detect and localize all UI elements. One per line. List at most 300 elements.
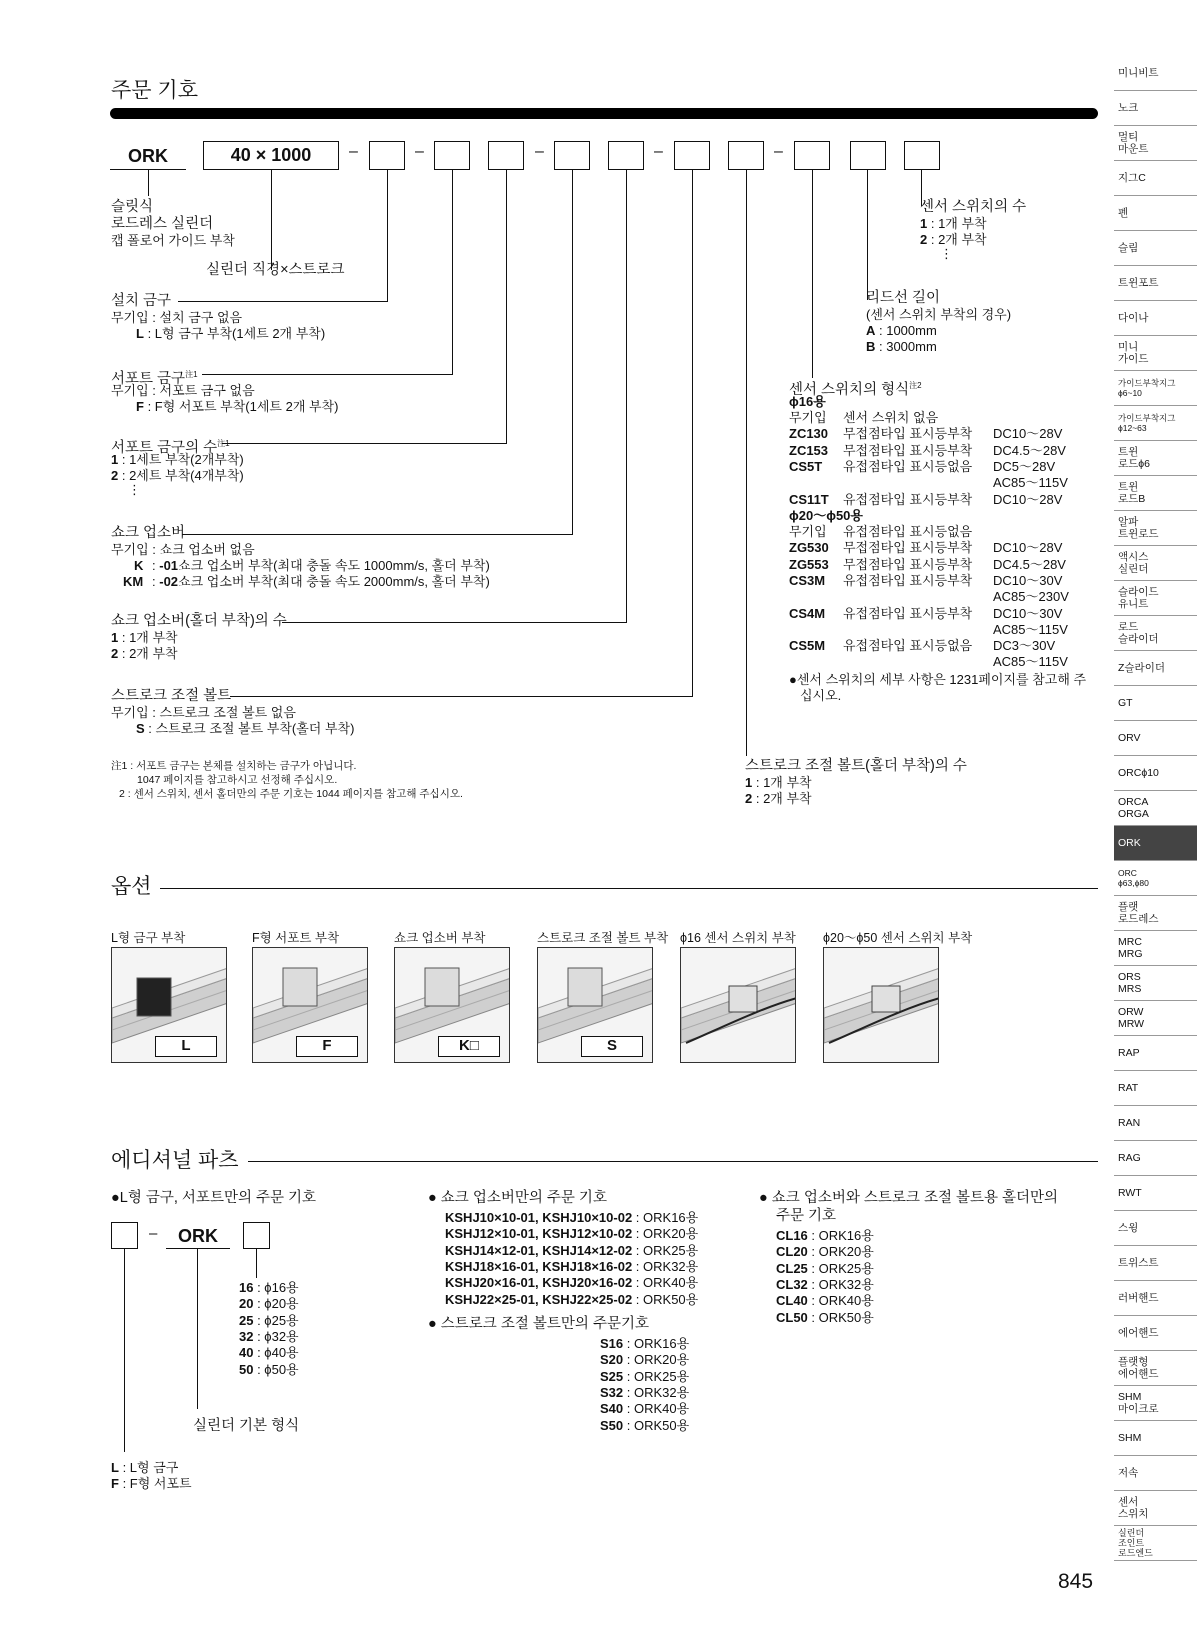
code-box-lead [850,141,886,170]
list-row [776,1310,874,1326]
sidebar-tab[interactable] [1114,91,1197,126]
part-desc: : ORK16용 [807,1228,874,1243]
absorber-qty-title: 쇼크 업소버(홀더 부착)의 수 [111,613,287,629]
sensor-desc: 무접점타입 표시등부착 [843,426,973,442]
size-row [239,1362,299,1378]
sensor-voltage: AC85～115V [993,475,1068,491]
part-desc: : ORK20용 [807,1244,874,1260]
part-code: CL32 [776,1276,808,1292]
sidebar-tab-label: 플랫 로드레스 [1118,901,1159,925]
part-code: CL16 [776,1228,808,1243]
stroke-bolt-option: 무기입 : 스트로크 조절 볼트 없음 [111,705,296,720]
size-code: 40 [239,1345,254,1361]
code-box-sensor-type [794,141,830,170]
code-box-sensor-qty [904,141,940,170]
absorber-qty-code: 2 [111,646,119,661]
sidebar-tab-label: RWT [1118,1187,1142,1199]
list-row [600,1336,689,1352]
sidebar-tab[interactable] [1114,651,1197,686]
sidebar-tab-label: 슬라이드 유니트 [1118,586,1159,610]
sensor-voltage: DC3～30V [993,638,1056,654]
list-row [600,1385,689,1401]
option-code-label: F [296,1036,358,1057]
leader-line [812,170,813,378]
size-code: 20 [239,1296,254,1312]
sidebar-tab[interactable] [1114,476,1197,511]
bolt-qty-option: : 1개 부착 [752,775,812,790]
sensor-row [789,540,1089,556]
sidebar-tab-label: RAP [1118,1047,1140,1059]
option-photo [823,947,939,1063]
part-desc: : ORK40용 [623,1401,690,1417]
sidebar-tab-label: 저속 [1118,1467,1139,1479]
size-desc: : ϕ25용 [253,1312,299,1328]
size-row [239,1296,299,1312]
support-code: F [136,399,144,414]
leader-line [282,622,627,623]
part-code: CL50 [776,1309,808,1325]
size-desc: : ϕ50용 [253,1361,299,1377]
sensor-qty-code: 1 [920,216,928,231]
sensor-row [789,492,1089,508]
sensor-row [789,606,1089,622]
part-code: KSHJ14×12-01, KSHJ14×12-02 [445,1242,633,1258]
option-caption: 스트로크 조절 볼트 부착 [537,931,669,945]
sensor-voltage: DC4.5～28V [993,556,1066,572]
c1-option: : F형 서포트 [118,1476,192,1491]
sidebar-tab[interactable] [1114,406,1197,441]
sidebar-tab[interactable] [1114,1456,1197,1491]
dash: – [535,143,544,160]
sensor-desc: 유접점타입 표시등없음 [843,638,973,654]
sidebar-tab[interactable] [1114,1386,1197,1421]
leader-line [452,170,453,374]
sensor-voltage: DC5～28V [993,458,1056,474]
page-title: 주문 기호 [111,79,198,102]
sidebar-tab-label: ORW MRW [1118,1006,1145,1030]
sidebar-tab-label: ORCA ORGA [1118,796,1149,820]
absorber-code: KM [123,574,144,589]
absorber-title: 쇼크 업소버 [111,525,186,541]
sidebar-tab-label: 미니비트 [1118,67,1159,79]
sidebar-tab-label: RAG [1118,1152,1141,1164]
note-mark: 注1 [185,370,198,379]
sensor-row [789,410,1089,426]
absorber-option: 쇼크 업소버 부착(최대 충돌 속도 2000mm/s, 홀더 부착) [178,574,490,589]
sensor-code: CS11T [789,491,829,507]
option-code-label: L [155,1036,217,1057]
list-row [445,1292,698,1308]
sidebar-tab[interactable] [1114,581,1197,616]
page-number: 845 [1058,1570,1094,1593]
sensor-desc: 유접점타입 표시등부착 [843,491,973,507]
size-stroke-box: 40 × 1000 [203,141,339,170]
sidebar-tab-label: 에어핸드 [1118,1327,1159,1339]
dash: – [149,1225,158,1242]
size-desc: : ϕ32용 [253,1328,299,1344]
sidebar-tab[interactable] [1114,1071,1197,1106]
sidebar-tab[interactable] [1114,1001,1197,1036]
sensor-qty-option: : 2개 부착 [927,232,987,247]
sensor-code: ZG553 [789,556,829,572]
sensor-voltage: AC85～115V [993,654,1068,670]
sidebar-tab[interactable] [1114,266,1197,301]
list-row [776,1293,874,1309]
size-code: 16 [239,1280,254,1295]
sidebar-tab[interactable] [1114,371,1197,406]
c1-box-size [243,1222,270,1249]
cylinder-illustration [681,948,796,1063]
sidebar-tab[interactable] [1114,301,1197,336]
sidebar-tab[interactable] [1114,1176,1197,1211]
sidebar-tab[interactable] [1114,966,1197,1001]
additional-title: 에디셔널 파츠 [111,1149,239,1172]
sidebar-tab-label: ORS MRS [1118,971,1142,995]
sidebar-tab[interactable] [1114,56,1197,91]
sensor-code: 무기입 [789,410,827,425]
index-sidebar [1114,56,1197,1561]
dash: – [654,143,663,160]
sidebar-tab[interactable] [1114,1421,1197,1456]
series-label: 슬릿식 [111,199,154,215]
part-desc: : ORK25용 [623,1368,690,1384]
size-row [239,1280,299,1296]
series-label: 로드레스 실린더 [111,216,214,232]
sidebar-tab-label: SHM 마이크로 [1118,1391,1159,1415]
sidebar-tab[interactable] [1114,1526,1197,1561]
leader-line [230,696,693,697]
mount-code: L [136,326,144,341]
sidebar-tab[interactable] [1114,686,1197,721]
sensor-voltage: DC10～28V [993,491,1063,507]
option-code-label: S [581,1036,643,1057]
leader-line [124,1249,125,1452]
footnote: 注1 : 서포트 금구는 본체를 설치하는 금구가 아닙니다. [111,760,357,772]
part-code: S20 [600,1352,624,1368]
sensor-desc: 센서 스위치 없음 [843,410,939,425]
sidebar-tab[interactable] [1114,756,1197,791]
sensor-voltage: DC4.5～28V [993,442,1066,458]
dash: – [349,143,358,160]
stroke-bolt-option: : 스트로크 조절 볼트 부착(홀더 부착) [144,721,355,736]
sensor-voltage: AC85～230V [993,589,1069,605]
sidebar-tab-label: 트윈 로드B [1118,481,1146,505]
absorber-suffix: -02 [159,574,179,589]
sidebar-tab[interactable] [1114,1106,1197,1141]
sidebar-tab[interactable] [1114,861,1197,896]
sensor-row [789,654,1089,670]
options-title: 옵션 [111,875,152,898]
part-code: S32 [600,1384,624,1400]
support-option: : F형 서포트 부착(1세트 2개 부착) [143,399,339,414]
part-code: CL25 [776,1260,808,1276]
option-caption: 쇼크 업소버 부착 [394,931,486,945]
part-desc: : ORK32용 [623,1384,690,1400]
part-desc: : ORK40용 [632,1275,699,1291]
sidebar-tab-label: 트윈포트 [1118,277,1159,289]
support-option: 무기입 : 서포트 금구 없음 [111,383,255,398]
footnote: 2 : 센서 스위치, 센서 홀더만의 주문 기호는 1044 페이지를 참고해 주십시오. [119,788,463,800]
absorber-option: 쇼크 업소버 부착(최대 충돌 속도 1000mm/s, 홀더 부착) [178,558,490,573]
list-row [600,1369,689,1385]
list-row [776,1244,874,1260]
sensor-row [789,638,1089,654]
sidebar-tab-label: 스윙 [1118,1222,1139,1234]
list-row [600,1352,689,1368]
sidebar-tab[interactable] [1114,546,1197,581]
part-code: KSHJ22×25-01, KSHJ22×25-02 [445,1291,633,1307]
support-qty-title: 서포트 금구의 수 [111,439,218,456]
size-desc: : ϕ20용 [253,1296,299,1312]
lead-code: B [866,339,876,354]
part-code: KSHJ10×10-01, KSHJ10×10-02 [445,1210,633,1225]
sensor-row [789,589,1089,605]
leader-line [626,170,627,622]
sensor-footnote: 십시오. [800,688,842,703]
sensor-desc: 유접점타입 표시등부착 [843,572,973,588]
part-desc: : ORK25용 [807,1260,874,1276]
sensor-qty-code: 2 [920,232,928,247]
c1-box-type [111,1222,138,1249]
support-qty-option: : 1세트 부착(2개부착) [118,452,244,467]
sensor-row [789,557,1089,573]
list-row [445,1275,698,1291]
part-desc: : ORK20용 [623,1352,690,1368]
sidebar-tab-label: 실린더 조인트 로드엔드 [1118,1528,1153,1558]
sensor-row [789,459,1089,475]
sidebar-tab[interactable] [1114,721,1197,756]
mount-option: 무기입 : 설치 금구 없음 [111,310,243,325]
sensor-voltage: AC85～115V [993,621,1068,637]
sensor-desc: 유접점타입 표시등없음 [843,458,973,474]
leader-line [692,170,693,696]
part-desc: : ORK16용 [623,1336,690,1351]
c3-title: 주문 기호 [776,1208,837,1224]
sensor-code: CS4M [789,605,826,621]
sensor-code: CS5M [789,638,826,654]
option-caption: ϕ20～ϕ50 센서 스위치 부착 [823,931,973,945]
sidebar-tab[interactable] [1114,231,1197,266]
sidebar-tab[interactable] [1114,126,1197,161]
sidebar-tab-label: 트윈 로드ϕ6 [1118,446,1151,470]
absorber-suffix: -01 [159,558,179,573]
lead-sub: (센서 스위치 부착의 경우) [866,307,1012,322]
size-row [239,1329,299,1345]
code-box-mount [369,141,405,170]
sensor-code: CS3M [789,572,826,588]
bolt-qty-title: 스트로크 조절 볼트(홀더 부착)의 수 [745,758,967,774]
sensor-type-title: 센서 스위치의 형식 [789,381,910,398]
leader-line [256,1249,257,1278]
mount-option: : L형 금구 부착(1세트 2개 부착) [143,326,326,341]
sidebar-tab[interactable] [1114,511,1197,546]
sidebar-tab[interactable] [1114,441,1197,476]
sidebar-tab-label: ORV [1118,732,1141,744]
sidebar-tab-label: ORCϕ10 [1118,767,1159,779]
option-photo [680,947,796,1063]
code-box-bolt-qty [728,141,764,170]
part-desc: : ORK16용 [632,1210,699,1225]
bore-stroke-label: 실린더 직경×스트로크 [206,262,345,278]
size-desc: : ϕ16용 [253,1280,299,1295]
sidebar-tab-label: RAN [1118,1117,1141,1129]
sidebar-tab[interactable] [1114,1351,1197,1386]
sidebar-tab[interactable] [1114,896,1197,931]
sidebar-tab-label: SHM [1118,1432,1142,1444]
part-code: KSHJ12×10-01, KSHJ12×10-02 [445,1226,633,1242]
sidebar-tab-label: 가이드부착지그 ϕ12~63 [1118,413,1176,433]
footnote: 1047 페이지를 참고하시고 선정해 주십시오. [137,774,338,786]
absorber-option: 무기입 : 쇼크 업소버 없음 [111,542,255,557]
absorber-qty-code: 1 [111,630,119,645]
sidebar-tab-label: 노크 [1118,102,1139,114]
sidebar-tab-label: 액시스 실린더 [1118,551,1149,575]
sidebar-tab-label: MRC MRG [1118,936,1143,960]
sidebar-tab[interactable] [1114,791,1197,826]
part-code: KSHJ18×16-01, KSHJ18×16-02 [445,1258,633,1274]
sidebar-tab-label: GT [1118,697,1133,709]
leader-line [178,301,388,302]
sidebar-tab-label: 러버핸드 [1118,1292,1159,1304]
sensor-code: ZG530 [789,540,829,556]
list-row [445,1243,698,1259]
sidebar-tab[interactable] [1114,1036,1197,1071]
sidebar-tab-label: ORC ϕ63,ϕ80 [1118,868,1149,888]
code-box-absorber-qty [608,141,644,170]
sensor-code: 무기입 [789,524,827,539]
sidebar-tab[interactable] [1114,336,1197,371]
leader-line [572,170,573,534]
sidebar-tab[interactable] [1114,1491,1197,1526]
sidebar-tab[interactable] [1114,161,1197,196]
sensor-row [789,443,1089,459]
sidebar-tab-label: 센서 스위치 [1118,1496,1149,1520]
support-qty-code: 1 [111,452,119,467]
support-qty-option: : 2세트 부착(4개부착) [118,468,244,483]
note-mark: 注2 [909,381,922,390]
option-code-label: K□ [438,1036,500,1057]
sidebar-tab-label: 슬림 [1118,242,1139,254]
list-row [776,1228,874,1244]
cylinder-illustration [824,948,939,1063]
leader-line [148,170,149,196]
c1-title: ●L형 금구, 서포트만의 주문 기호 [111,1190,317,1206]
sidebar-tab[interactable] [1114,1316,1197,1351]
leader-line [387,170,388,301]
sidebar-tab[interactable] [1114,196,1197,231]
size-code: 25 [239,1312,254,1328]
sensor-desc: 유접점타입 표시등없음 [843,524,973,539]
sensor-voltage: DC10～28V [993,426,1063,442]
sensor-row [789,573,1089,589]
list-row [445,1210,698,1226]
sensor-voltage: DC10～30V [993,572,1063,588]
absorber-code: K [134,558,144,573]
sidebar-tab[interactable] [1114,1141,1197,1176]
code-box-support [434,141,470,170]
sensor-row [789,622,1089,638]
leader-line [182,534,573,535]
sidebar-tab-label: 미니 가이드 [1118,341,1149,365]
sensor-row [789,524,1089,540]
sensor-code: ZC130 [789,426,829,442]
sidebar-tab[interactable] [1114,931,1197,966]
lead-option: : 1000mm [875,323,937,338]
leader-line [197,1249,198,1409]
sensor-row [789,475,1089,491]
size-row [239,1313,299,1329]
size-code: 32 [239,1328,254,1344]
lead-title: 리드선 길이 [866,290,941,306]
sidebar-tab-label: 로드 슬라이더 [1118,621,1159,645]
sensor-row [789,426,1089,442]
code-box-stroke-bolt [674,141,710,170]
colon: : [152,558,156,573]
sidebar-tab[interactable] [1114,1246,1197,1281]
leader-line [222,443,507,444]
c1-option: : L형 금구 [118,1460,179,1475]
c2-title: ● 쇼크 업소버만의 주문 기호 [428,1190,607,1206]
size-desc: : ϕ40용 [253,1345,299,1361]
sidebar-tab[interactable] [1114,826,1197,861]
bolt-qty-code: 2 [745,791,753,806]
c1-code: L [111,1460,119,1475]
c2-title2: ● 스트로크 조절 볼트만의 주문기호 [428,1316,649,1332]
part-code: CL20 [776,1244,808,1260]
ellipsis: ⋮ [128,482,141,497]
sidebar-tab-label: 트위스트 [1118,1257,1159,1269]
part-code: S50 [600,1417,624,1433]
sensor-desc: 무접점타입 표시등부착 [843,442,973,458]
sidebar-tab-label: Z슬라이더 [1118,662,1165,674]
sensor-voltage: DC10～28V [993,540,1063,556]
colon: : [152,574,156,589]
size-code: 50 [239,1361,254,1377]
leader-line [506,170,507,443]
sidebar-tab-label: 다이나 [1118,312,1149,324]
sidebar-tab[interactable] [1114,616,1197,651]
sidebar-tab-label: RAT [1118,1082,1139,1094]
section-rule [160,888,1098,889]
title-bar [110,108,1098,119]
list-row [600,1418,689,1434]
c1-base-label: 실린더 기본 형식 [193,1418,300,1434]
sensor-desc: 유접점타입 표시등부착 [843,605,973,621]
sidebar-tab-label: 펜 [1118,207,1129,219]
sensor-code: ZC153 [789,442,829,458]
sensor-footnote: ●센서 스위치의 세부 사항은 1231페이지를 참고해 주 [789,672,1087,687]
option-caption: F형 서포트 부착 [252,931,340,945]
part-desc: : ORK50용 [623,1417,690,1433]
list-row [600,1401,689,1417]
part-desc: : ORK32용 [632,1258,699,1274]
ellipsis: ⋮ [940,246,953,261]
part-desc: : ORK50용 [632,1291,699,1307]
list-row [445,1226,698,1242]
sidebar-tab[interactable] [1114,1211,1197,1246]
support-qty-code: 2 [111,468,119,483]
mount-title: 설치 금구 [111,293,172,309]
sensor-group: ϕ16용 [789,394,826,409]
sidebar-tab-label: 멀티 마운트 [1118,131,1149,155]
stroke-bolt-code: S [136,721,145,736]
part-code: S40 [600,1401,624,1417]
series-desc: 캡 폴로어 가이드 부착 [111,233,235,248]
code-box-support-qty [488,141,524,170]
sidebar-tab[interactable] [1114,1281,1197,1316]
part-desc: : ORK25용 [632,1242,699,1258]
lead-code: A [866,323,876,338]
